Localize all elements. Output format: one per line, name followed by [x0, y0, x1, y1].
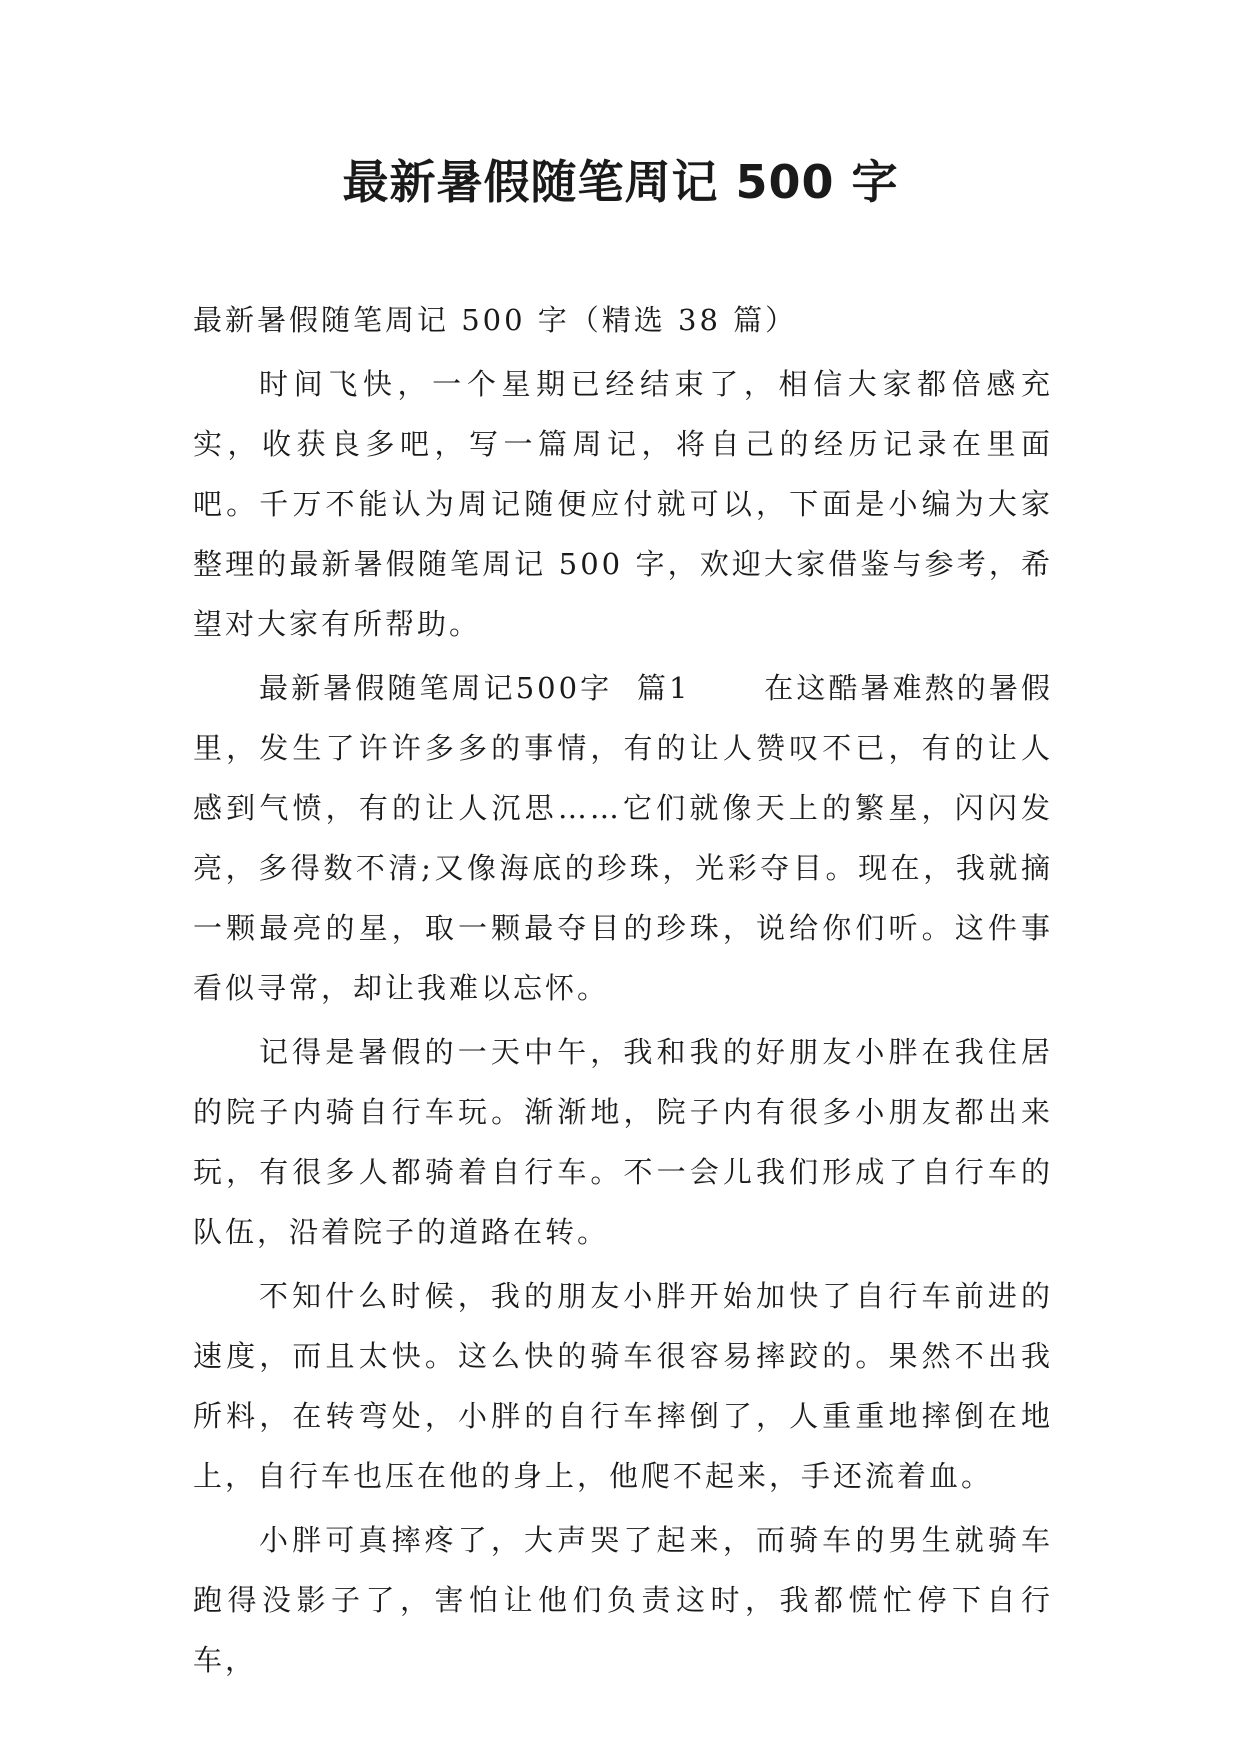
article-paragraph-3: 不知什么时候，我的朋友小胖开始加快了自行车前进的速度，而且太快。这么快的骑车很容易摔跤的。果然不出我所料，在转弯处，小胖的自行车摔倒了，人重重地摔倒在地上，自行车也压在他的身上，他爬不起来，手还流着血。: [193, 1279, 1053, 1493]
article-paragraph-1-text: 在这酷暑难熬的暑假里，发生了许许多多的事情，有的让人赞叹不已，有的让人感到气愤，有的让人沉思……它们就像天上的繁星，闪闪发亮，多得数不清;又像海底的珍珠，光彩夺目。现在，我就摘一颗最亮的星，取一颗最夺目的珍珠，说给你们听。这件事看似寻常，却让我难以忘怀。: [193, 671, 1053, 1005]
document-title: 最新暑假随笔周记 500 字: [342, 155, 899, 209]
intro-paragraph: 时间飞快，一个星期已经结束了，相信大家都倍感充实，收获良多吧，写一篇周记，将自己的经历记录在里面吧。千万不能认为周记随便应付就可以，下面是小编为大家整理的最新暑假随笔周记 500 字，欢迎大家借鉴与参考，希望对大家有所帮助。: [193, 367, 1053, 641]
article-heading: 最新暑假随笔周记500字 篇1: [259, 671, 765, 705]
article-paragraph-1: [193, 658, 1053, 1018]
document-subtitle: 最新暑假随笔周记 500 字（精选 38 篇）: [193, 303, 798, 337]
document-body: [193, 290, 1053, 1694]
article-paragraph-2: 记得是暑假的一天中午，我和我的好朋友小胖在我住居的院子内骑自行车玩。渐渐地，院子内有很多小朋友都出来玩，有很多人都骑着自行车。不一会儿我们形成了自行车的队伍，沿着院子的道路在转。: [193, 1035, 1053, 1249]
article-paragraph-4: 小胖可真摔疼了，大声哭了起来，而骑车的男生就骑车跑得没影子了，害怕让他们负责这时，我都慌忙停下自行车，: [193, 1523, 1053, 1677]
